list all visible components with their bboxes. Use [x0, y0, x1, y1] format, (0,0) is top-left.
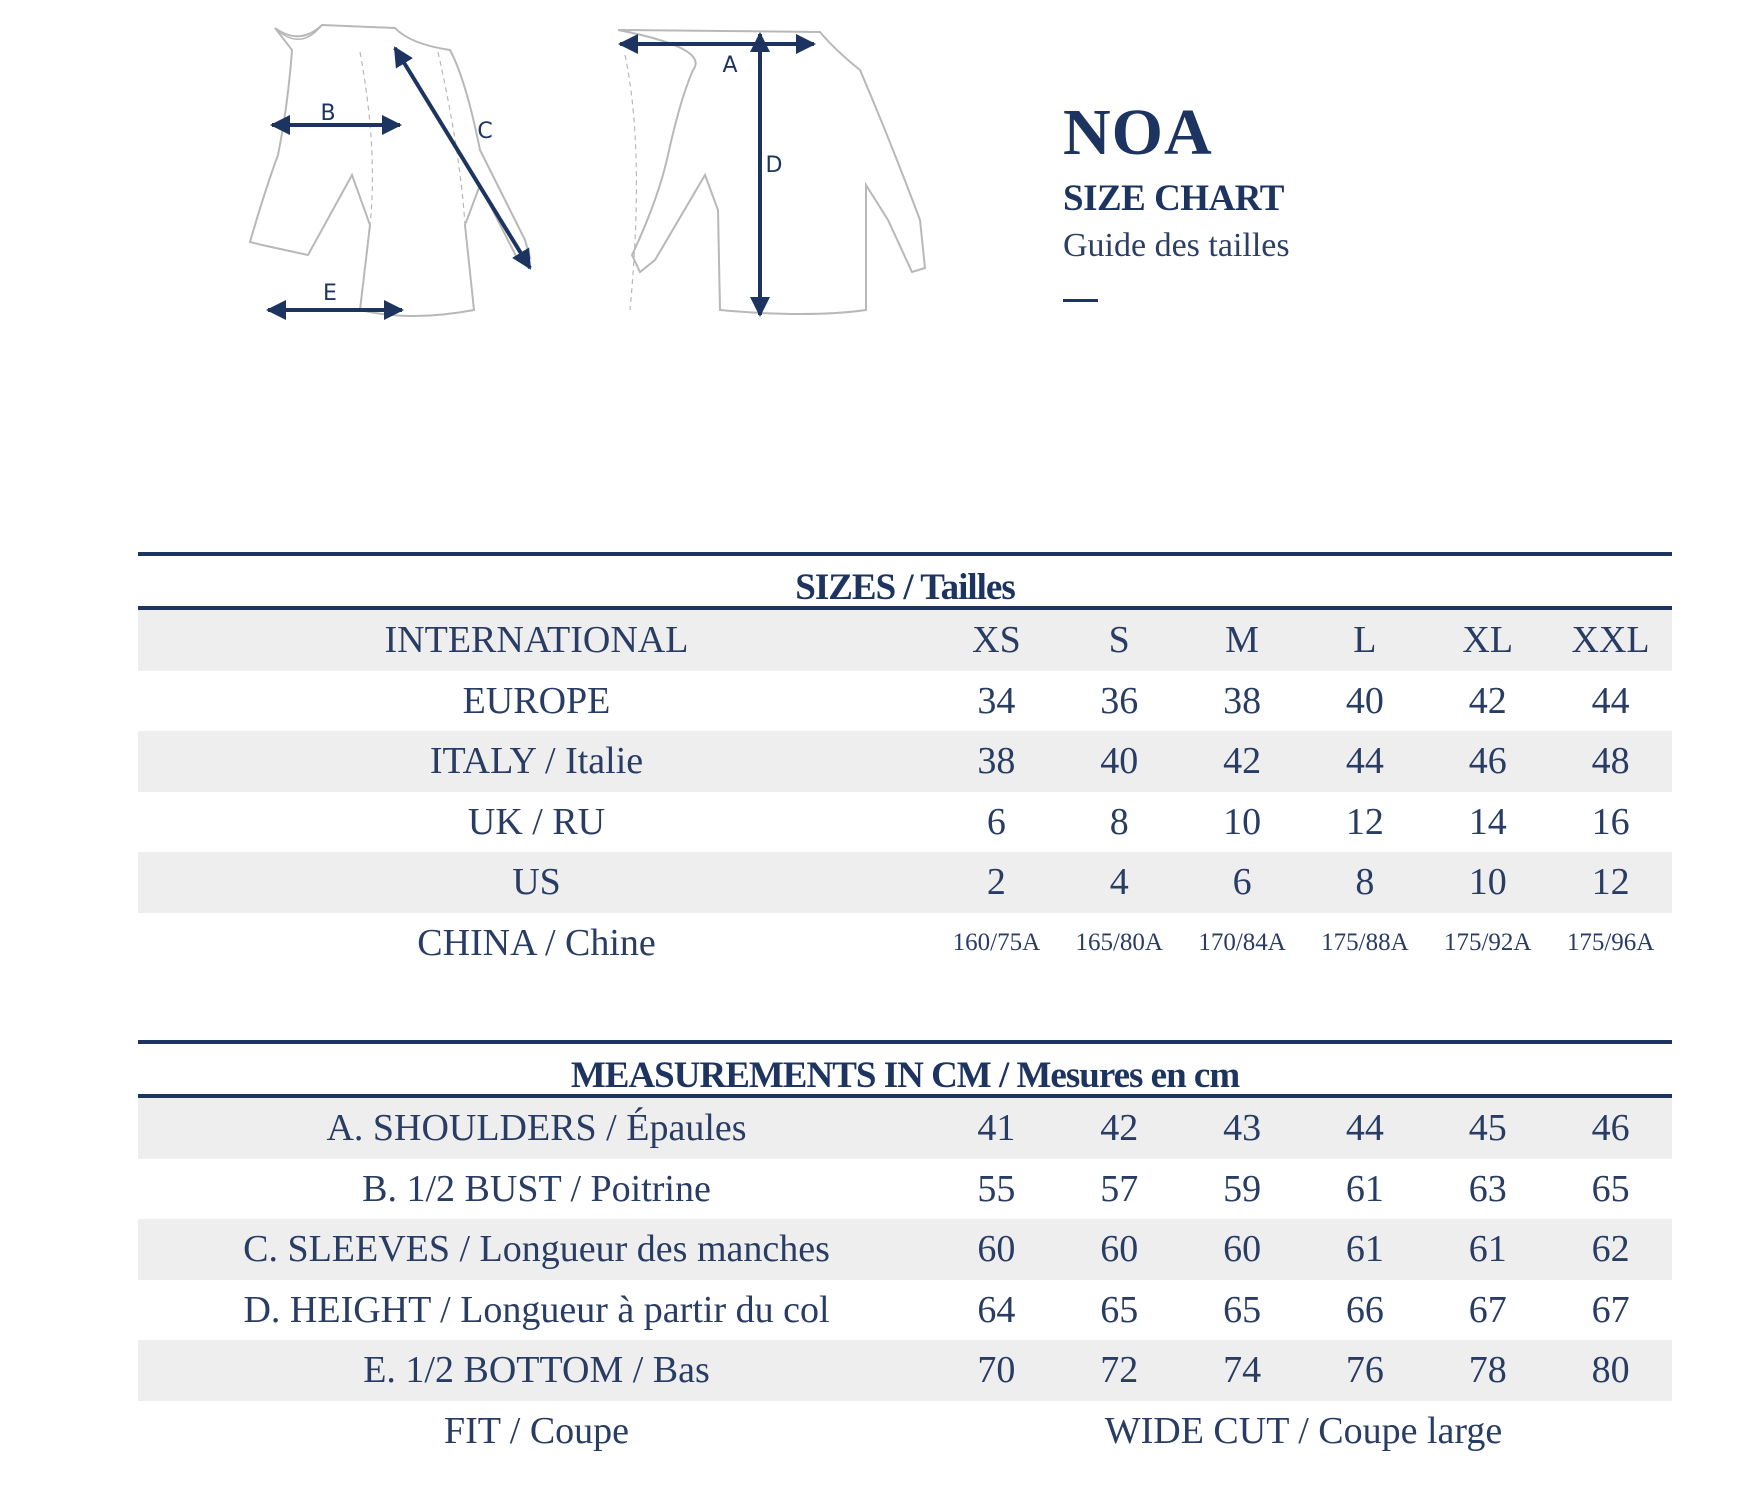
table-cell: 160/75A [952, 928, 1041, 956]
table-cell: 76 [1303, 1340, 1426, 1401]
row-label: D. HEIGHT / Longueur à partir du col [243, 1288, 830, 1331]
table-cell: 40 [1058, 731, 1181, 792]
table-cell: XXL [1549, 610, 1672, 671]
table-cell: 62 [1549, 1219, 1672, 1280]
table-cell: 38 [935, 731, 1058, 792]
table-cell: 74 [1181, 1340, 1304, 1401]
table-row [138, 610, 1672, 671]
sizes-title: SIZES / Tailles [138, 552, 1672, 610]
table-cell: 6 [1181, 852, 1304, 913]
table-cell: 44 [1591, 679, 1630, 722]
sizes-section [138, 552, 1672, 973]
row-label: US [138, 852, 935, 913]
table-cell: M [1181, 610, 1304, 671]
table-cell: 38 [1223, 679, 1262, 722]
table-cell: 65 [1591, 1167, 1630, 1210]
table-cell: 2 [935, 852, 1058, 913]
table-cell: 78 [1426, 1340, 1549, 1401]
table-cell: 72 [1058, 1340, 1181, 1401]
table-cell: 175/96A [1566, 928, 1655, 956]
row-label: EUROPE [462, 679, 611, 722]
table-row [138, 913, 1672, 974]
page-title: SIZE CHART [1063, 178, 1284, 219]
table-cell: 48 [1549, 731, 1672, 792]
row-label: E. 1/2 BOTTOM / Bas [138, 1340, 935, 1401]
label-c: C [477, 119, 493, 144]
row-label: INTERNATIONAL [138, 610, 935, 671]
garment-diagram [120, 10, 1000, 330]
front-garment-outline [250, 25, 530, 316]
front-measure-lines [268, 48, 530, 310]
table-row [138, 671, 1672, 732]
table-cell: 44 [1303, 731, 1426, 792]
measurements-section [138, 1040, 1672, 1461]
table-cell: 12 [1345, 800, 1384, 843]
table-row [138, 1219, 1672, 1280]
table-cell: 65 [1100, 1288, 1139, 1331]
measurements-title: MEASUREMENTS IN CM / Mesures en cm [138, 1040, 1672, 1098]
table-cell: 42 [1058, 1098, 1181, 1159]
label-b: B [320, 101, 336, 126]
table-cell: 10 [1426, 852, 1549, 913]
table-cell: 46 [1426, 731, 1549, 792]
table-cell: 46 [1549, 1098, 1672, 1159]
page-title-french: Guide des tailles [1063, 227, 1290, 264]
table-cell: 36 [1100, 679, 1139, 722]
table-cell: 175/92A [1443, 928, 1532, 956]
table-cell: 66 [1345, 1288, 1384, 1331]
table-cell: 4 [1058, 852, 1181, 913]
table-cell: 64 [977, 1288, 1016, 1331]
row-label: A. SHOULDERS / Épaules [138, 1098, 935, 1159]
label-a: A [722, 53, 738, 78]
table-cell: 59 [1223, 1167, 1262, 1210]
table-cell: 67 [1591, 1288, 1630, 1331]
table-cell: 44 [1303, 1098, 1426, 1159]
sizes-table [138, 610, 1672, 973]
back-measure-lines [620, 34, 814, 315]
table-cell: 70 [935, 1340, 1058, 1401]
table-cell: 40 [1345, 679, 1384, 722]
table-cell: 43 [1181, 1098, 1304, 1159]
table-cell: 60 [935, 1219, 1058, 1280]
row-label: ITALY / Italie [138, 731, 935, 792]
table-cell: 41 [935, 1098, 1058, 1159]
table-row-fit [138, 1401, 1672, 1462]
table-row [138, 792, 1672, 853]
table-cell: 57 [1100, 1167, 1139, 1210]
row-label: UK / RU [467, 800, 606, 843]
table-row [138, 852, 1672, 913]
table-cell: 34 [977, 679, 1016, 722]
table-cell: S [1058, 610, 1181, 671]
table-cell: 14 [1468, 800, 1507, 843]
fit-label: FIT / Coupe [443, 1409, 630, 1452]
table-cell: 10 [1223, 800, 1262, 843]
table-cell: 8 [1109, 800, 1129, 843]
table-cell: 16 [1591, 800, 1630, 843]
table-cell: 45 [1426, 1098, 1549, 1159]
table-row [138, 1340, 1672, 1401]
table-cell: 80 [1549, 1340, 1672, 1401]
table-cell: 60 [1058, 1219, 1181, 1280]
title-dash [1063, 299, 1098, 302]
table-cell: 42 [1468, 679, 1507, 722]
table-cell: 170/84A [1198, 928, 1286, 956]
table-cell: 63 [1468, 1167, 1507, 1210]
table-cell: 12 [1549, 852, 1672, 913]
table-cell: XL [1426, 610, 1549, 671]
label-d: D [765, 153, 783, 178]
fit-value: WIDE CUT / Coupe large [1104, 1409, 1503, 1452]
table-cell: 61 [1303, 1219, 1426, 1280]
table-row [138, 1098, 1672, 1159]
table-cell: L [1303, 610, 1426, 671]
table-cell: 175/88A [1321, 928, 1409, 956]
title-block [1063, 96, 1290, 302]
table-cell: 67 [1468, 1288, 1507, 1331]
table-cell: 60 [1181, 1219, 1304, 1280]
row-label: C. SLEEVES / Longueur des manches [138, 1219, 935, 1280]
row-label: CHINA / Chine [417, 921, 656, 964]
table-cell: 165/80A [1075, 928, 1163, 956]
table-cell: XS [935, 610, 1058, 671]
table-cell: 8 [1303, 852, 1426, 913]
measurements-table [138, 1098, 1672, 1461]
table-cell: 61 [1345, 1167, 1384, 1210]
table-row [138, 731, 1672, 792]
brand-name: NOA [1063, 96, 1213, 169]
table-cell: 65 [1223, 1288, 1262, 1331]
table-row [138, 1159, 1672, 1220]
table-cell: 55 [977, 1167, 1016, 1210]
table-cell: 6 [986, 800, 1006, 843]
table-cell: 61 [1426, 1219, 1549, 1280]
row-label: B. 1/2 BUST / Poitrine [362, 1167, 711, 1210]
table-cell: 42 [1181, 731, 1304, 792]
table-row [138, 1280, 1672, 1341]
label-e: E [323, 281, 337, 306]
